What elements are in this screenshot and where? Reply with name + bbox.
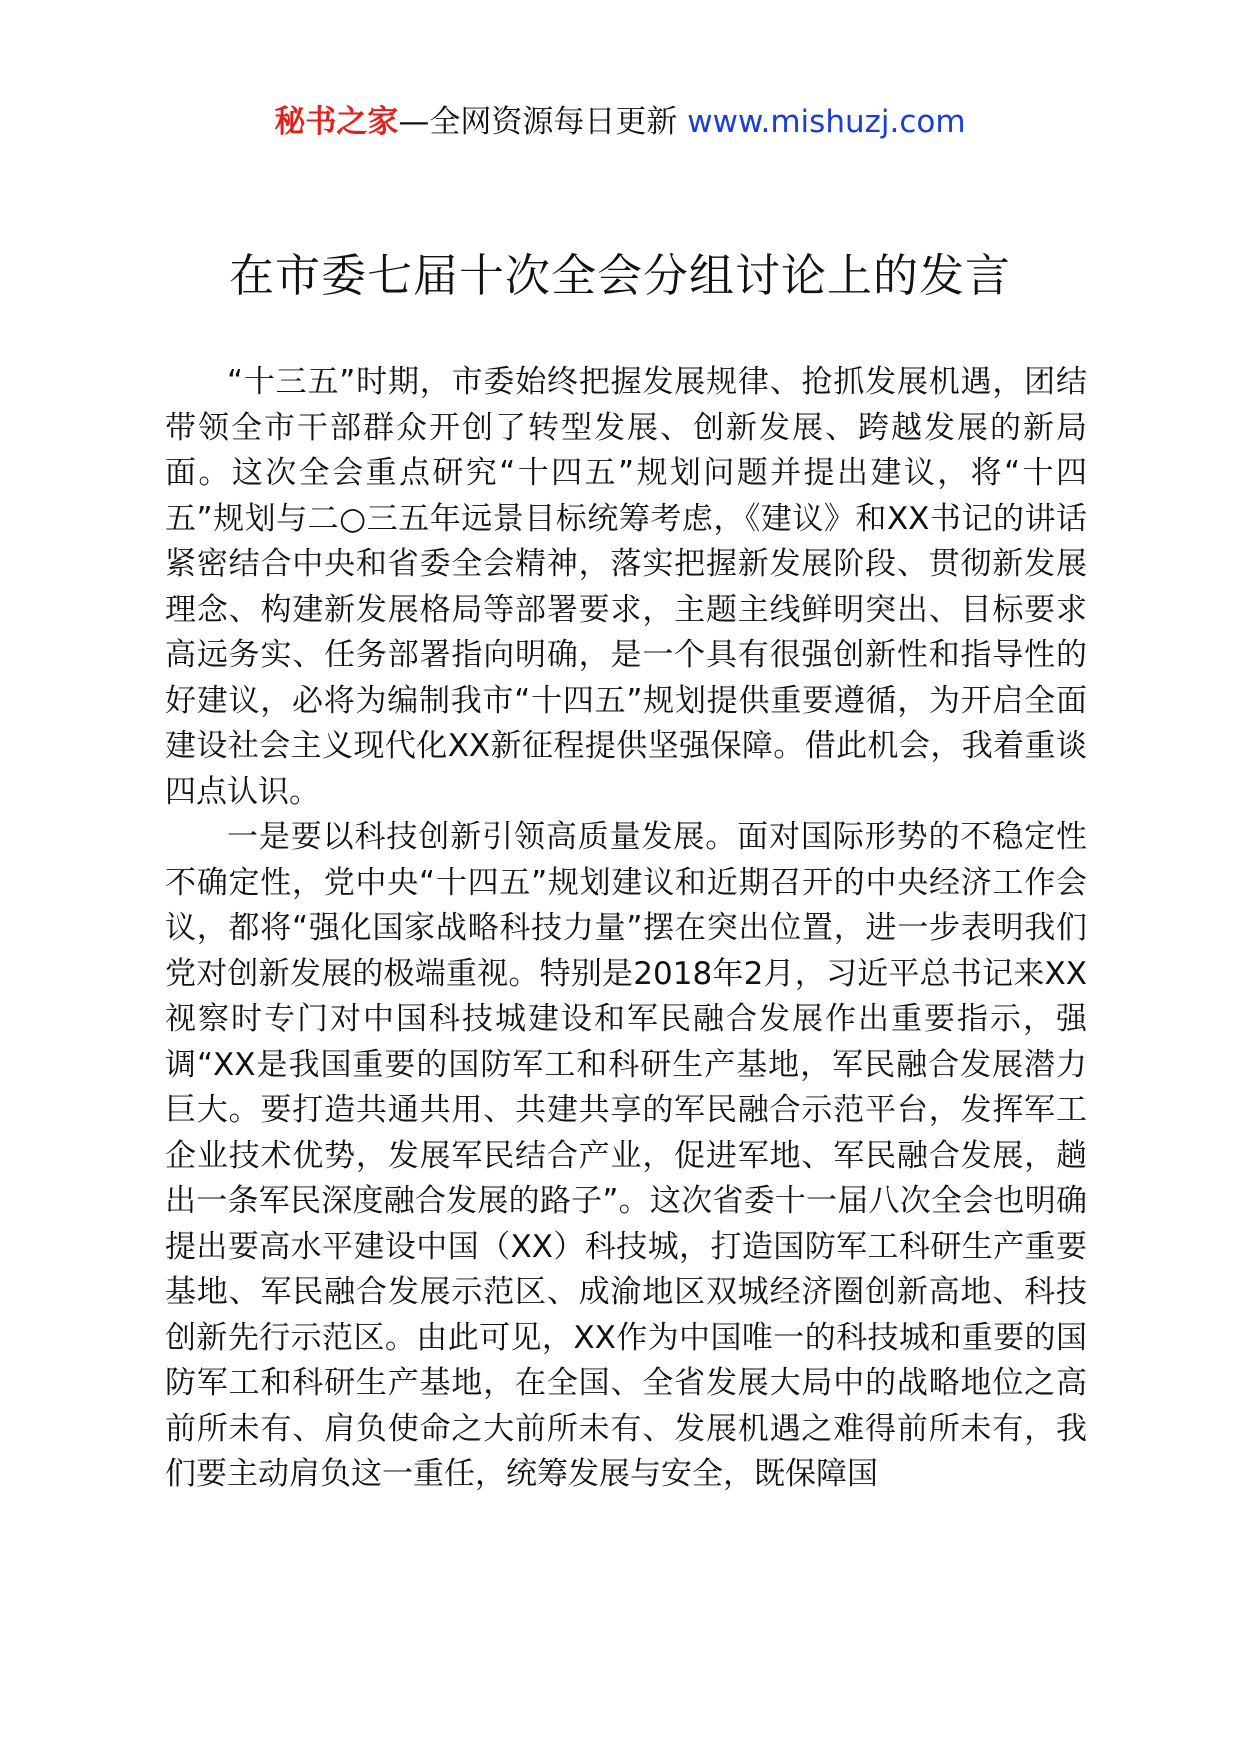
site-header	[0, 100, 1240, 144]
header-tagline: —全网资源每日更新	[398, 104, 688, 140]
site-url-link[interactable]: www.mishuzj.com	[687, 104, 966, 140]
document-title: 在市委七届十次全会分组讨论上的发言	[228, 249, 1011, 302]
paragraph-intro: “十三五”时期，市委始终把握发展规律、抢抓发展机遇，团结带领全市干部群众开创了转型发展、创新发展、跨越发展的新局面。这次全会重点研究“十四五”规划问题并提出建议，将“十四五”规划与二○三五年远景目标统筹考虑，《建议》和XX书记的讲话紧密结合中央和省委全会精神，落实把握新发展阶段、贯彻新发展理念、构建新发展格局等部署要求，主题主线鲜明突出、目标要求高远务实、任务部署指向明确，是一个具有很强创新性和指导性的好建议，必将为编制我市“十四五”规划提供重要遵循，为开启全面建设社会主义现代化XX新征程提供坚强保障。借此机会，我着重谈四点认识。	[165, 364, 1087, 810]
paragraph-point-one: 一是要以科技创新引领高质量发展。面对国际形势的不稳定性不确定性，党中央“十四五”规划建议和近期召开的中央经济工作会议，都将“强化国家战略科技力量”摆在突出位置，进一步表明我们党对创新发展的极端重视。特别是2018年2月，习近平总书记来XX视察时专门对中国科技城建设和军民融合发展作出重要指示，强调“XX是我国重要的国防军工和科研生产基地，军民融合发展潜力巨大。要打造共通共用、共建共享的军民融合示范平台，发挥军工企业技术优势，发展军民结合产业，促进军地、军民融合发展，趟出一条军民深度融合发展的路子”。这次省委十一届八次全会也明确提出要高水平建设中国（XX）科技城，打造国防军工科研生产重要基地、军民融合发展示范区、成渝地区双城经济圈创新高地、科技创新先行示范区。由此可见，XX作为中国唯一的科技城和重要的国防军工和科研生产基地，在全国、全省发展大局中的战略地位之高前所未有、肩负使命之大前所未有、发展机遇之难得前所未有，我们要主动肩负这一重任，统筹发展与安全，既保障国	[165, 819, 1087, 1492]
document-body	[165, 360, 1087, 1498]
brand-name: 秘书之家	[274, 104, 399, 140]
